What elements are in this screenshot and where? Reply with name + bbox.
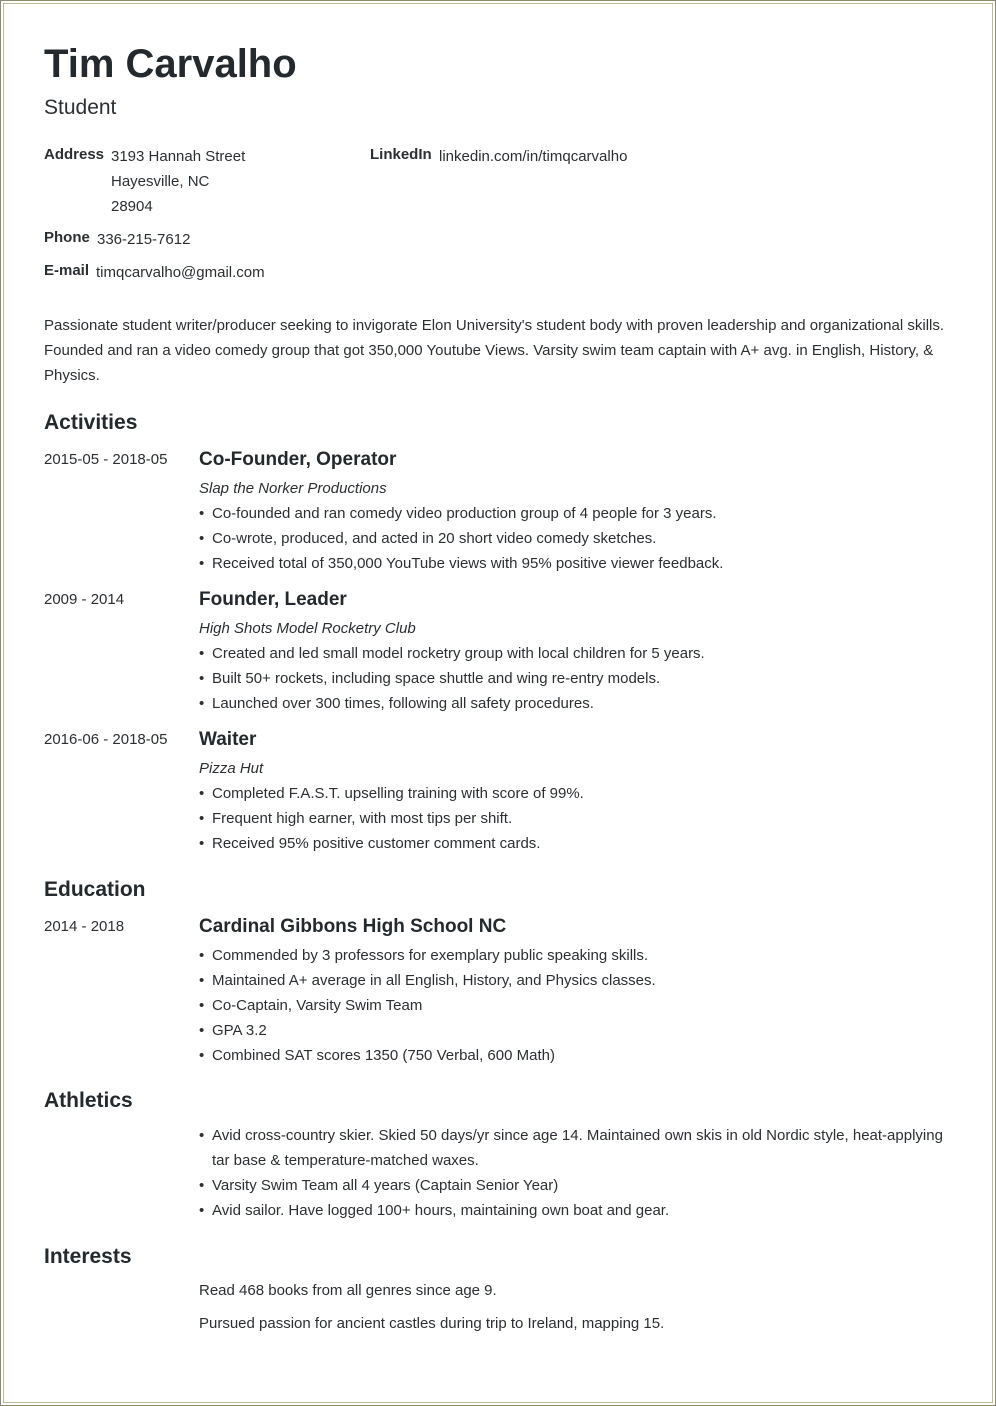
interest-item: Read 468 books from all genres since age 9. [199, 1282, 497, 1299]
summary-paragraph: Passionate student writer/producer seeking to invigorate Elon University's student body with proven leadership and organizational skills. Founded and ran a video comedy group that got 350,000 Youtube Views. Varsity swim team captain with A+ avg. in English, History, & Physics. [44, 317, 945, 384]
entry-date: 2009 - 2014 [44, 591, 125, 608]
address-value [111, 144, 245, 219]
entry-date: 2015-05 - 2018-05 [44, 451, 168, 468]
linkedin-label: LinkedIn [370, 146, 432, 163]
contact-block [44, 141, 954, 301]
email-label: E-mail [44, 262, 90, 279]
bullet-item: • Co-founded and ran comedy video production group of 4 people for 3 years. [199, 501, 954, 526]
bullet-item: • Co-wrote, produced, and acted in 20 short video comedy sketches. [199, 526, 954, 551]
entry-bullets [199, 501, 954, 576]
entry-bullets [199, 781, 954, 856]
bullet-item: • Commended by 3 professors for exemplary public speaking skills. [199, 943, 954, 968]
section-title-athletics: Athletics [44, 1089, 133, 1112]
entry-title: Co-Founder, Operator [199, 449, 397, 470]
address-line: Hayesville, NC [111, 173, 210, 190]
entry-title: Founder, Leader [199, 589, 347, 610]
athletics-bullets [199, 1123, 954, 1223]
bullet-item: • Co-Captain, Varsity Swim Team [199, 993, 954, 1018]
address-line: 3193 Hannah Street [111, 148, 246, 165]
linkedin-link[interactable]: linkedin.com/in/timqcarvalho [439, 148, 628, 165]
phone-label: Phone [44, 229, 90, 246]
address-line: 28904 [111, 198, 153, 215]
entry-bullets [199, 641, 954, 716]
bullet-item: • Combined SAT scores 1350 (750 Verbal, 600 Math) [199, 1043, 954, 1068]
phone-value: 336-215-7612 [97, 231, 191, 248]
entry-organization: High Shots Model Rocketry Club [199, 620, 416, 637]
bullet-item: • GPA 3.2 [199, 1018, 954, 1043]
section-title-interests: Interests [44, 1245, 132, 1268]
bullet-item: • Launched over 300 times, following all safety procedures. [199, 691, 954, 716]
bullet-item: • Maintained A+ average in all English, History, and Physics classes. [199, 968, 954, 993]
entry-title: Waiter [199, 729, 257, 750]
bullet-item: • Frequent high earner, with most tips per shift. [199, 806, 954, 831]
address-label: Address [44, 146, 105, 163]
bullet-item: • Created and led small model rocketry group with local children for 5 years. [199, 641, 954, 666]
interest-item: Pursued passion for ancient castles during trip to Ireland, mapping 15. [199, 1315, 665, 1332]
bullet-item: • Avid sailor. Have logged 100+ hours, maintaining own boat and gear. [199, 1198, 954, 1223]
entry-bullets [199, 943, 954, 1068]
candidate-name: Tim Carvalho [44, 42, 297, 86]
email-link[interactable]: timqcarvalho@gmail.com [96, 264, 265, 281]
section-title-education: Education [44, 878, 146, 901]
section-title-activities: Activities [44, 411, 138, 434]
bullet-item: • Avid cross-country skier. Skied 50 days/yr since age 14. Maintained own skis in old Nordic style, heat-applying tar base & temperature-matched waxes. [199, 1123, 954, 1173]
bullet-item: • Completed F.A.S.T. upselling training with score of 99%. [199, 781, 954, 806]
bullet-item: • Built 50+ rockets, including space shuttle and wing re-entry models. [199, 666, 954, 691]
entry-date: 2016-06 - 2018-05 [44, 731, 168, 748]
entry-organization: Pizza Hut [199, 760, 264, 777]
resume-content [44, 39, 954, 1369]
bullet-item: • Varsity Swim Team all 4 years (Captain Senior Year) [199, 1173, 954, 1198]
candidate-role: Student [44, 96, 117, 119]
bullet-item: • Received total of 350,000 YouTube views with 95% positive viewer feedback. [199, 551, 954, 576]
entry-date: 2014 - 2018 [44, 918, 125, 935]
entry-organization: Slap the Norker Productions [199, 480, 387, 497]
entry-title: Cardinal Gibbons High School NC [199, 916, 507, 937]
bullet-item: • Received 95% positive customer comment cards. [199, 831, 954, 856]
